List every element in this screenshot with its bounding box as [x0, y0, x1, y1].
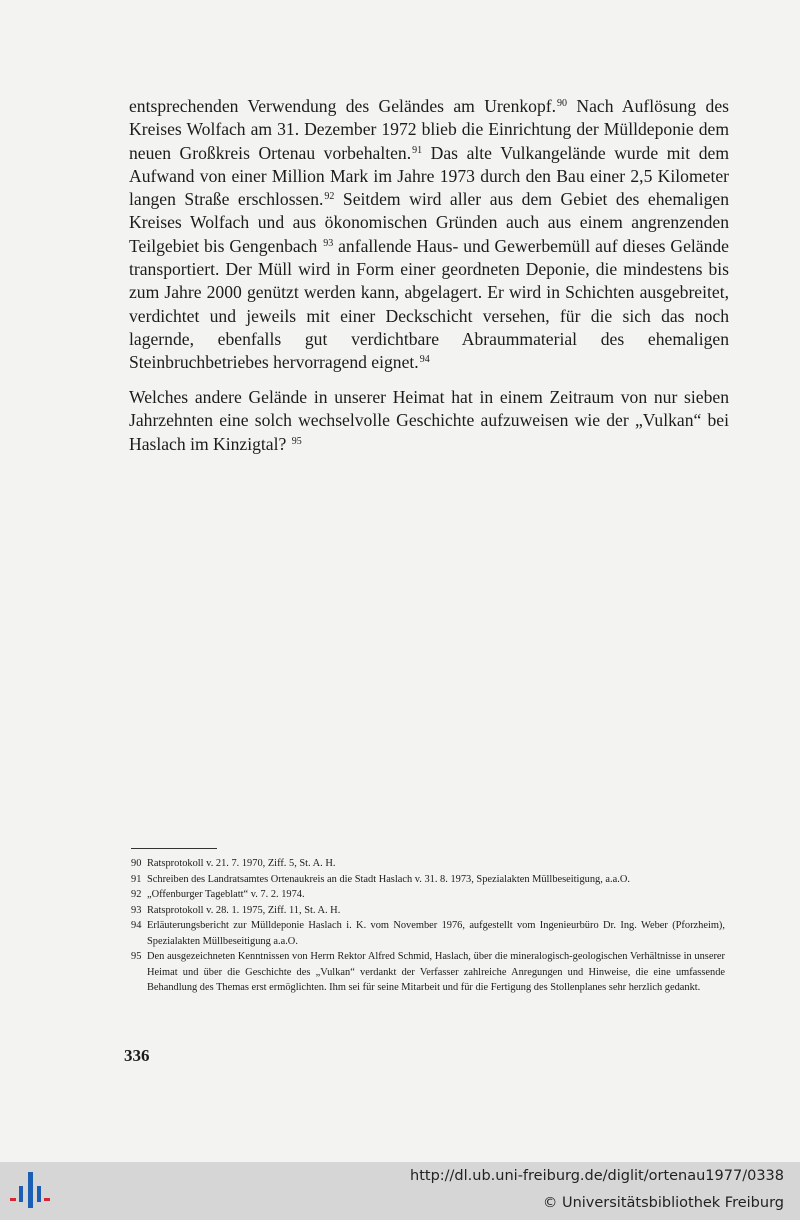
footnote-text: „Offenburger Tageblatt“ v. 7. 2. 1974. — [147, 889, 305, 900]
footnote-reference: 90 — [557, 98, 568, 109]
footnotes — [131, 856, 725, 996]
footnote-item — [131, 872, 725, 888]
paragraph-text: Welches andere Gelände in unserer Heimat hat in einem Zeitraum von nur sieben Jahrzehnten eine solch wechselvolle Geschichte aufzuweisen wie der „Vulkan“ bei Haslach im Kinzigtal? — [129, 387, 729, 454]
body-paragraph-2 — [129, 386, 729, 456]
footnote-reference: 91 — [412, 144, 423, 156]
footnote-reference: 95 — [291, 435, 302, 447]
paragraph-text: entsprechenden Verwendung des Geländes am Urenkopf. — [129, 96, 557, 116]
source-url-link[interactable]: http://dl.ub.uni-freiburg.de/diglit/ortenau1977/0338 — [410, 1168, 784, 1184]
footnote-number: 91 — [131, 873, 142, 885]
footnote-item — [131, 856, 725, 872]
footnote-item — [131, 887, 725, 903]
footnote-number: 90 — [131, 858, 142, 869]
paragraph-text: Seitdem wird aller aus dem Gebiet des ehemaligen Kreises Wolfach und aus ökonomischen Gründen auch aus einem angrenzenden Teilgebiet bis Gengenbach — [129, 189, 729, 256]
footnote-text: Ratsprotokoll v. 21. 7. 1970, Ziff. 5, St. A. H. — [147, 858, 336, 869]
footnote-text: Den ausgezeichneten Kenntnissen von Herrn Rektor Alfred Schmid, Haslach, über die mineralogisch-geologischen Verhältnisse in unserer Heimat und über die Geschichte des „Vulkan“ verdankt der Verfasser zahlreiche Anregungen und Hinweise, die eine umfassende Behandlung des Themas erst ermöglichten. Ihm sei für seine Mitarbeit und für die Fertigung des Stollenplanes sehr herzlich gedankt. — [147, 951, 725, 993]
copyright-notice: © Universitätsbibliothek Freiburg — [542, 1195, 784, 1211]
paragraph-text: Das alte Vulkangelände wurde mit dem Aufwand von einer Million Mark im Jahre 1973 durch den Bau einer 2,5 Kilometer langen Straße erschlossen. — [129, 142, 729, 210]
footnote-text: Ratsprotokoll v. 28. 1. 1975, Ziff. 11, St. A. H. — [147, 904, 341, 916]
ub-freiburg-logo-icon — [8, 1168, 52, 1214]
page-number: 336 — [124, 1046, 150, 1065]
footnote-reference: 92 — [324, 191, 335, 203]
footnote-item — [131, 903, 725, 919]
footnote-item — [131, 918, 725, 949]
footnote-number: 92 — [131, 889, 142, 900]
footnote-separator — [131, 848, 217, 849]
body-paragraph-1 — [129, 95, 729, 375]
footnote-text: Schreiben des Landratsamtes Ortenaukreis an die Stadt Haslach v. 31. 8. 1973, Spezialakten Müllbeseitigung, a.a.O. — [147, 873, 630, 885]
footer-bar — [0, 1162, 800, 1220]
paragraph-text: Nach Auflösung des Kreises Wolfach am 31. Dezember 1972 blieb die Einrichtung der Mülldeponie dem neuen Großkreis Ortenau vorbehalten. — [129, 96, 729, 163]
paragraph-text: anfallende Haus- und Gewerbemüll auf dieses Gelände transportiert. Der Müll wird in Form einer geordneten Deponie, die mindestens bis zum Jahre 2000 genützt werden kann, abgelagert. Er wird in Schichten ausgebreitet, verdichtet und jeweils mit einer Deckschicht versehen, für die sich das noch lagernde, ebenfalls gut verdichtbare Abraummaterial des ehemaligen Steinbruchbetriebes hervorragend eignet. — [129, 235, 729, 373]
footnote-text: Erläuterungsbericht zur Mülldeponie Haslach i. K. vom November 1976, aufgestellt vom Ingenieurbüro Dr. Ing. Weber (Pforzheim), Spezialakten Müllbeseitigung a.a.O. — [147, 920, 725, 947]
footnote-item — [131, 949, 725, 996]
footnote-number: 93 — [131, 904, 142, 916]
footnote-number: 95 — [131, 951, 142, 962]
footnote-number: 94 — [131, 920, 142, 931]
footnote-reference: 93 — [323, 237, 334, 249]
footnote-reference: 94 — [419, 354, 430, 366]
